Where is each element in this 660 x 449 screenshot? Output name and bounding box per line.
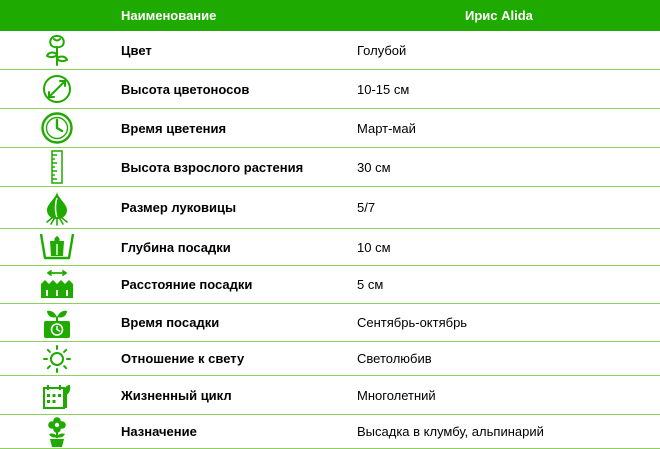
table-row bbox=[0, 376, 660, 415]
row-value: Многолетний bbox=[357, 387, 436, 403]
row-value: Сентябрь-октябрь bbox=[357, 315, 468, 330]
header-value-column: Ирис Alida bbox=[465, 8, 533, 23]
table-row bbox=[0, 70, 660, 109]
row-name: Размер луковицы bbox=[121, 200, 237, 215]
row-value: 5/7 bbox=[357, 200, 376, 215]
row-value: Голубой bbox=[357, 42, 407, 58]
row-name: Высота цветоносов bbox=[121, 81, 250, 97]
planting-depth-icon bbox=[38, 232, 76, 262]
header-name-column: Наименование bbox=[121, 8, 217, 23]
sun-icon bbox=[38, 344, 76, 374]
row-name: Высота взрослого растения bbox=[121, 159, 304, 175]
row-value: Светолюбив bbox=[357, 351, 432, 366]
row-name: Время посадки bbox=[121, 315, 220, 330]
planting-time-icon bbox=[38, 307, 76, 339]
table-row bbox=[0, 229, 660, 266]
clock-icon bbox=[38, 111, 76, 145]
table-row bbox=[0, 31, 660, 70]
row-value: Высадка в клумбу, альпинарий bbox=[357, 424, 544, 439]
row-name: Назначение bbox=[121, 424, 197, 439]
table-row bbox=[0, 187, 660, 229]
row-value: 10-15 см bbox=[357, 81, 410, 97]
table-row bbox=[0, 266, 660, 304]
row-name: Расстояние посадки bbox=[121, 277, 253, 292]
row-value: 10 см bbox=[357, 239, 391, 255]
table-row bbox=[0, 148, 660, 187]
bulb-icon bbox=[38, 190, 76, 226]
row-name: Жизненный цикл bbox=[121, 387, 232, 403]
row-name: Отношение к свету bbox=[121, 351, 245, 366]
flower-pot-icon bbox=[38, 416, 76, 448]
table-row bbox=[0, 342, 660, 376]
row-name: Глубина посадки bbox=[121, 239, 231, 255]
row-value: 30 см bbox=[357, 159, 391, 175]
table-row bbox=[0, 415, 660, 449]
row-name: Время цветения bbox=[121, 120, 227, 136]
table-header bbox=[0, 0, 660, 31]
planting-distance-icon bbox=[38, 270, 76, 300]
row-value: 5 см bbox=[357, 277, 384, 292]
table-row bbox=[0, 109, 660, 148]
height-diameter-icon bbox=[38, 73, 76, 105]
table-row bbox=[0, 304, 660, 342]
row-value: Март-май bbox=[357, 120, 416, 136]
rose-flower-icon bbox=[38, 33, 76, 67]
row-name: Цвет bbox=[121, 42, 152, 58]
calendar-plant-icon bbox=[38, 379, 76, 411]
ruler-icon bbox=[38, 150, 76, 184]
